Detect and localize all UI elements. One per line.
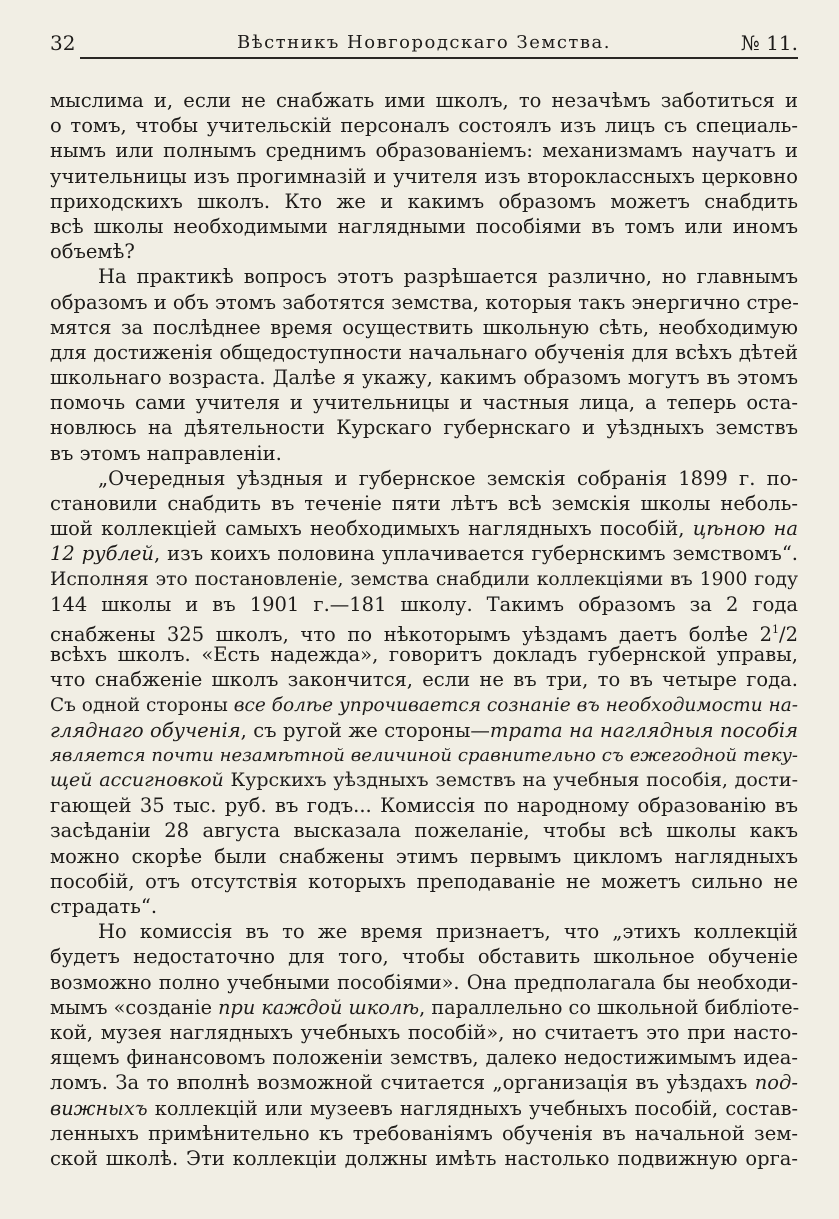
text-line: учительницы изъ прогимназій и учителя изъ второклассныхъ церковно (50, 164, 798, 188)
running-header (50, 30, 798, 60)
text-line: всѣхъ школъ. «Есть надежда», говоритъ докладъ губернской управы, (50, 643, 798, 667)
text-line (50, 1070, 798, 1095)
text-run: шой коллекціей самыхъ необходимыхъ наглядныхъ пособій, (50, 517, 685, 541)
text-run: Курскихъ уѣздныхъ земствъ на учебныя пособія, дости- (230, 769, 798, 792)
text-line: образомъ и объ этомъ заботятся земства, которыя такъ энергично стре- (50, 290, 799, 314)
text-line: нымъ или полнымъ среднимъ образованіемъ: механизмамъ научатъ и (50, 139, 798, 163)
text-line: будетъ недостаточно для того, чтобы обставить школьное обученіе (50, 945, 798, 969)
italic-run: щей ассигновкой (50, 769, 224, 792)
text-line (50, 718, 798, 743)
text-line: Но комиссія въ то же время признаетъ, что „этихъ коллекцій (98, 920, 798, 944)
page-number: 32 (50, 31, 76, 55)
text-line: мыслима и, если не снабжать ими школъ, то незачѣмъ заботиться и (50, 89, 798, 112)
text-line (50, 541, 798, 566)
italic-run: все болѣе упрочивается сознаніе въ необходимости на- (233, 694, 798, 716)
text-line: ящемъ финансовомъ положеніи земствъ, далеко недостижимымъ идеа- (50, 1046, 798, 1070)
italic-run: цѣною на (692, 517, 798, 541)
text-run: , съ ругой же стороны— (240, 718, 490, 742)
text-run: , параллельно со школьной библіоте- (419, 995, 800, 1019)
text-line (50, 516, 798, 541)
text-line: 144 школы и въ 1901 г.—181 школу. Такимъ образомъ за 2 года (50, 592, 798, 616)
journal-title: Вѣстникъ Новгородскаго Земства. (237, 32, 611, 53)
text-line: становили снабдить въ теченіе пяти лѣтъ всѣ земскія школы неболь- (50, 492, 798, 515)
italic-run: вижныхъ (50, 1096, 148, 1120)
text-run: /2 (779, 622, 798, 646)
text-line: „Очередныя уѣздныя и губернское земскія собранія 1899 г. по- (98, 466, 798, 490)
text-line: мятся за послѣднее время осуществить школьную сѣть, необходимую (50, 315, 798, 339)
text-line: школьнаго возраста. Далѣе я укажу, какимъ образомъ могутъ въ этомъ (50, 366, 798, 390)
text-line: возможно полно учебными пособіями». Она предполагала бы необходи- (50, 970, 798, 994)
text-line: Исполняя это постановленіе, земства снабдили коллекціями въ 1900 году (50, 568, 798, 590)
superscript: 1 (772, 622, 780, 636)
text-line (50, 1096, 798, 1121)
text-line: объемѣ? (50, 240, 135, 264)
text-line: что снабженіе школъ закончится, если не въ три, то въ четыре года. (50, 668, 798, 692)
text-run: коллекцій или музеевъ наглядныхъ учебныхъ пособій, состав- (154, 1096, 799, 1120)
text-line: кой, музея наглядныхъ учебныхъ пособій», но считаетъ это при насто- (50, 1020, 798, 1044)
text-line: засѣданіи 28 августа высказала пожеланіе, чтобы всѣ школы какъ (50, 819, 798, 843)
text-line: о томъ, чтобы учительскій персоналъ состоялъ изъ лицъ съ специаль- (50, 114, 798, 138)
text-line: помочь сами учителя и учительницы и частныя лица, а теперь оста- (50, 391, 798, 415)
italic-run: гляднаго обученія (50, 718, 241, 742)
text-run: ломъ. За то вполнѣ возможной считается „организація въ уѣздахъ (50, 1071, 748, 1095)
text-line (50, 617, 798, 646)
italic-run: трата на наглядныя пособія (489, 718, 798, 742)
text-line: ленныхъ примѣнительно къ требованіямъ обученія въ начальной зем- (50, 1121, 798, 1145)
text-run: мымъ «созданіе (50, 995, 212, 1019)
text-run: Съ одной стороны (50, 694, 228, 716)
issue-number: № 11. (740, 31, 798, 55)
text-line (50, 995, 798, 1020)
text-line: является почти незамѣтной величиной сравнительно съ ежегодной теку- (50, 744, 798, 766)
text-line: новлюсь на дѣятельности Курскаго губернскаго и уѣздныхъ земствъ (50, 416, 798, 440)
italic-run: при каждой школѣ (218, 995, 420, 1019)
text-line: для достиженія общедоступности начальнаго обученія для всѣхъ дѣтей (50, 340, 798, 364)
text-line: страдать“. (50, 895, 158, 918)
text-line: пособій, отъ отсутствія которыхъ преподаваніе не можетъ сильно не (50, 869, 798, 893)
italic-run: 12 рублей (50, 542, 154, 566)
text-line: всѣ школы необходимыми наглядными пособіями въ томъ или иномъ (50, 214, 798, 238)
text-line: гающей 35 тыс. руб. въ годъ... Комиссія по народному образованію въ (50, 794, 798, 818)
text-line (50, 693, 798, 718)
italic-run: под- (754, 1071, 798, 1095)
header-rule (80, 57, 798, 59)
text-line (50, 768, 798, 793)
text-line: въ этомъ направленіи. (50, 441, 282, 465)
text-run: , изъ коихъ половина уплачивается губернскимъ земствомъ“. (154, 542, 798, 566)
text-line: ской школѣ. Эти коллекціи должны имѣть настолько подвижную орга- (50, 1146, 798, 1170)
text-run: снабжены 325 школъ, что по нѣкоторымъ уѣздамъ даетъ болѣе 2 (50, 622, 773, 646)
text-line: можно скорѣе были снабжены этимъ первымъ цикломъ наглядныхъ (50, 844, 798, 868)
body-text (50, 88, 798, 1171)
text-line: приходскихъ школъ. Кто же и какимъ образомъ можетъ снабдить (50, 189, 798, 213)
text-line: На практикѣ вопросъ этотъ разрѣшается различно, но главнымъ (98, 265, 798, 289)
